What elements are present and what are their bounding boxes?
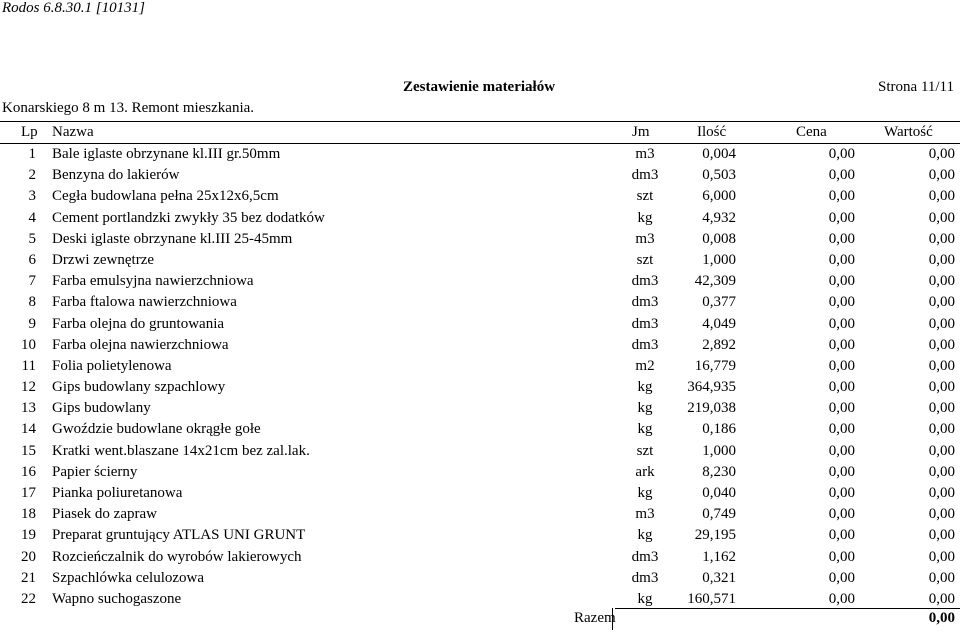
table-row [0,335,960,356]
row-number: 22 [21,590,36,607]
row-number: 9 [28,315,36,332]
material-value: 0,00 [928,188,955,205]
table-row [0,462,960,483]
row-number: 7 [28,273,36,290]
material-price: 0,00 [828,209,855,226]
material-value: 0,00 [928,336,955,353]
column-header-name: Nazwa [52,124,94,140]
table-row [0,547,960,568]
row-number: 17 [21,485,36,501]
material-quantity: 1,000 [702,442,736,459]
material-unit: dm3 [631,294,659,311]
material-value: 0,00 [928,315,955,332]
material-price: 0,00 [828,569,855,586]
material-price: 0,00 [828,294,855,311]
material-quantity: 4,932 [702,209,736,226]
material-name: Gwoździe budowlane okrągłe gołe [52,421,261,438]
total-row [0,608,960,630]
material-unit: dm3 [631,336,659,353]
column-header-value: Wartość [884,124,933,140]
material-unit: m3 [635,230,655,247]
table-row [0,250,960,271]
material-name: Folia polietylenowa [52,357,172,374]
material-value: 0,00 [928,421,955,438]
material-name: Papier ścierny [52,463,138,480]
material-unit: m3 [635,146,655,162]
material-value: 0,00 [928,294,955,311]
column-header-unit: Jm [632,124,650,140]
material-price: 0,00 [828,442,855,459]
material-value: 0,00 [928,506,955,523]
column-header-lp: Lp [21,124,38,140]
material-price: 0,00 [828,188,855,205]
material-value: 0,00 [928,251,955,268]
material-name: Farba ftalowa nawierzchniowa [52,294,237,311]
material-name: Preparat gruntujący ATLAS UNI GRUNT [52,527,306,544]
material-unit: m2 [635,357,655,374]
table-row [0,356,960,377]
material-quantity: 0,186 [702,421,736,438]
table-row [0,229,960,250]
material-quantity: 0,008 [702,230,736,247]
material-quantity: 160,571 [687,590,736,607]
material-quantity: 4,049 [702,315,736,332]
material-quantity: 1,162 [702,548,736,565]
material-quantity: 42,309 [694,273,736,290]
material-price: 0,00 [828,146,855,162]
material-value: 0,00 [928,442,955,459]
row-number: 1 [28,146,36,162]
material-unit: kg [637,527,653,544]
table-row [0,441,960,462]
table-row [0,568,960,589]
row-number: 19 [21,527,36,544]
material-unit: szt [636,442,654,459]
table-row [0,165,960,186]
material-value: 0,00 [928,379,955,396]
table-row [0,208,960,229]
material-name: Wapno suchogaszone [52,590,182,607]
table-row [0,398,960,419]
table-row [0,271,960,292]
material-price: 0,00 [828,548,855,565]
material-quantity: 0,503 [702,167,736,184]
table-row [0,292,960,313]
table-row [0,186,960,207]
material-quantity: 219,038 [687,400,736,417]
material-name: Pianka poliuretanowa [52,485,183,501]
table-row [0,314,960,335]
material-name: Farba olejna do gruntowania [52,315,225,332]
row-number: 13 [21,400,36,417]
material-name: Drzwi zewnętrze [52,251,155,268]
material-price: 0,00 [828,336,855,353]
material-value: 0,00 [928,590,955,607]
material-unit: szt [636,188,654,205]
material-quantity: 0,749 [702,506,736,523]
material-unit: kg [637,590,653,607]
row-number: 15 [21,442,36,459]
material-value: 0,00 [928,527,955,544]
material-unit: dm3 [631,315,659,332]
material-value: 0,00 [928,209,955,226]
row-number: 20 [21,548,36,565]
material-value: 0,00 [928,485,955,501]
total-label: Razem [574,610,616,626]
row-number: 14 [21,421,36,438]
row-number: 18 [21,506,36,523]
material-name: Kratki went.blaszane 14x21cm bez zal.lak. [52,442,310,459]
table-row [0,589,960,610]
material-price: 0,00 [828,379,855,396]
material-price: 0,00 [828,421,855,438]
material-unit: m3 [635,506,655,523]
material-quantity: 2,892 [702,336,736,353]
page-number: Strona 11/11 [878,79,954,95]
material-value: 0,00 [928,146,955,162]
row-number: 2 [28,167,36,184]
material-value: 0,00 [928,548,955,565]
table-row [0,419,960,440]
column-header-price: Cena [796,124,827,140]
material-quantity: 0,004 [702,146,736,162]
row-number: 21 [21,569,36,586]
row-number: 11 [21,357,36,374]
material-name: Cegła budowlana pełna 25x12x6,5cm [52,188,279,205]
material-quantity: 16,779 [694,357,736,374]
table-row [0,504,960,525]
material-price: 0,00 [828,230,855,247]
material-quantity: 0,377 [702,294,736,311]
material-name: Benzyna do lakierów [52,167,180,184]
material-value: 0,00 [928,357,955,374]
material-unit: kg [637,209,653,226]
row-number: 4 [28,209,36,226]
material-unit: dm3 [631,569,659,586]
material-name: Rozcieńczalnik do wyrobów lakierowych [52,548,302,565]
material-name: Cement portlandzki zwykły 35 bez dodatków [52,209,325,226]
material-unit: ark [635,463,655,480]
material-unit: kg [637,485,653,501]
total-divider [615,608,960,609]
material-quantity: 8,230 [702,463,736,480]
material-value: 0,00 [928,569,955,586]
total-value: 0,00 [928,610,955,626]
material-price: 0,00 [828,400,855,417]
document-title: Zestawienie materiałów [403,79,556,95]
material-price: 0,00 [828,273,855,290]
material-price: 0,00 [828,506,855,523]
material-quantity: 364,935 [687,379,736,396]
column-header-quantity: Ilość [697,124,727,140]
material-price: 0,00 [828,315,855,332]
material-value: 0,00 [928,230,955,247]
table-row [0,144,960,165]
material-value: 0,00 [928,273,955,290]
material-name: Szpachlówka celulozowa [52,569,205,586]
table-row [0,483,960,504]
material-name: Farba olejna nawierzchniowa [52,336,229,353]
material-value: 0,00 [928,167,955,184]
row-number: 10 [21,336,36,353]
table-row [0,525,960,546]
material-name: Deski iglaste obrzynane kl.III 25-45mm [52,230,293,247]
material-price: 0,00 [828,167,855,184]
material-unit: dm3 [631,167,659,184]
row-number: 12 [21,379,36,396]
material-price: 0,00 [828,251,855,268]
row-number: 8 [28,294,36,311]
material-name: Gips budowlany [52,400,151,417]
material-price: 0,00 [828,590,855,607]
material-name: Piasek do zapraw [52,506,157,523]
material-value: 0,00 [928,400,955,417]
material-price: 0,00 [828,357,855,374]
table-header [0,121,960,144]
material-price: 0,00 [828,527,855,544]
material-price: 0,00 [828,485,855,501]
material-unit: dm3 [631,273,659,290]
materials-table-body [0,144,960,610]
material-unit: kg [637,421,653,438]
material-unit: kg [637,379,653,396]
row-number: 6 [28,251,36,268]
material-quantity: 1,000 [702,251,736,268]
row-number: 3 [28,188,36,205]
table-row [0,377,960,398]
material-quantity: 0,321 [702,569,736,586]
row-number: 16 [21,463,36,480]
material-quantity: 29,195 [694,527,736,544]
material-value: 0,00 [928,463,955,480]
material-name: Gips budowlany szpachlowy [52,379,226,396]
material-quantity: 0,040 [702,485,736,501]
material-price: 0,00 [828,463,855,480]
row-number: 5 [28,230,36,247]
material-name: Bale iglaste obrzynane kl.III gr.50mm [52,146,281,162]
material-unit: szt [636,251,654,268]
material-unit: dm3 [631,548,659,565]
material-quantity: 6,000 [702,188,736,205]
material-name: Farba emulsyjna nawierzchniowa [52,273,254,290]
project-subtitle: Konarskiego 8 m 13. Remont mieszkania. [2,100,255,116]
app-title: Rodos 6.8.30.1 [10131] [2,0,145,16]
material-unit: kg [637,400,653,417]
